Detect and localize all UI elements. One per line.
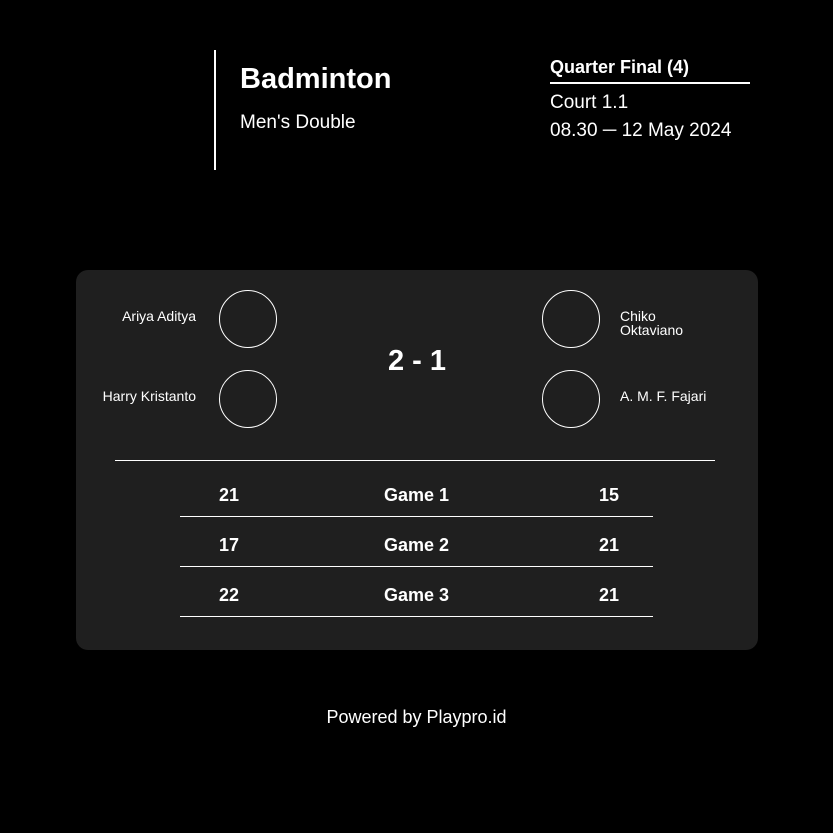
game-right-score: 21 (599, 535, 620, 555)
player-right-2-avatar (542, 370, 600, 428)
game-label: Game 2 (383, 535, 450, 555)
sport-title: Badminton (240, 63, 392, 95)
player-left-1-name: Ariya Aditya (122, 308, 196, 324)
player-right-1-avatar (542, 290, 600, 348)
game-left-score: 21 (219, 485, 240, 505)
game-label: Game 1 (383, 485, 450, 505)
score-divider (115, 460, 715, 461)
header-divider (214, 50, 216, 170)
game-row (180, 467, 653, 517)
scoreboard-card (76, 270, 758, 650)
player-left-2-name: Harry Kristanto (102, 388, 196, 404)
game-right-score: 21 (599, 585, 620, 605)
game-scores (180, 467, 653, 617)
game-right-score: 15 (599, 485, 620, 505)
game-label: Game 3 (383, 585, 450, 605)
set-score: 2 - 1 (387, 345, 447, 377)
game-left-score: 22 (219, 585, 240, 605)
player-right-1-name: Chiko Oktaviano (620, 308, 684, 338)
category-label: Men's Double (240, 112, 356, 133)
player-left-2-avatar (219, 370, 277, 428)
player-right-2-name: A. M. F. Fajari (620, 388, 707, 404)
footer-credit: Powered by Playpro.id (326, 707, 507, 727)
court-label: Court 1.1 (550, 92, 629, 113)
game-row (180, 567, 653, 617)
round-label: Quarter Final (4) (550, 56, 750, 84)
match-datetime: 08.30 ─ 12 May 2024 (550, 120, 732, 141)
player-left-1-avatar (219, 290, 277, 348)
game-row (180, 517, 653, 567)
game-left-score: 17 (219, 535, 240, 555)
